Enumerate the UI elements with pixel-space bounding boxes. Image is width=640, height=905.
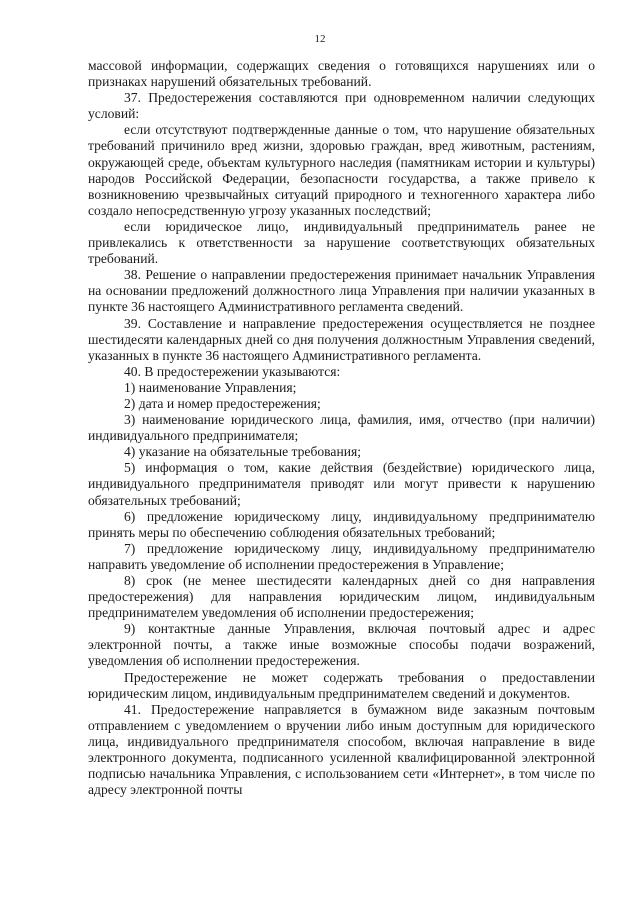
paragraph-40: 40. В предостережении указываются:: [124, 363, 341, 379]
paragraph-40-item-9: 9) контактные данные Управления, включая почтовый адрес и адрес электронной почты, а также иные возможные способы подачи возражений, уведомления об исполнении предостережения.: [88, 621, 595, 669]
page-number: 12: [314, 33, 326, 45]
paragraph-continuation: массовой информации, содержащих сведения о готовящихся нарушениях или о признаках нарушений обязательных требований.: [88, 58, 595, 90]
paragraph-39: 39. Составление и направление предостережения осуществляется не позднее шестидесяти календарных дней со дня получения должностным Управления сведений, указанных в пункте 36 настоящего Административного регламента.: [88, 315, 595, 363]
paragraph-40-item-8: 8) срок (не менее шестидесяти календарных дней со дня направления предостережения) для направления юридическим лицом, индивидуальным предпринимателем уведомления об исполнении предостережения;: [88, 573, 595, 621]
paragraph-37-condition-2: если юридическое лицо, индивидуальный предприниматель ранее не привлекались к ответственности за нарушение соответствующих обязательных требований.: [88, 218, 595, 267]
paragraph-40-item-1: 1) наименование Управления;: [124, 379, 297, 395]
paragraph-40-item-5: 5) информация о том, какие действия (бездействие) юридического лица, индивидуального предпринимателя приводят или могут привести к нарушению обязательных требований;: [88, 460, 595, 508]
paragraph-41: 41. Предостережение направляется в бумажном виде заказным почтовым отправлением с уведомлением о вручении либо иным доступным для юридического лица, индивидуального предпринимателя способом, включая направление в виде электронного документа, подписанного усиленной квалифицированной электронной подписью начальника Управления, с использованием сети «Интернет», в том числе по адресу электронной почты: [88, 701, 595, 798]
paragraph-37: 37. Предостережения составляются при одновременном наличии следующих условий:: [88, 90, 595, 122]
document-body: [88, 58, 595, 798]
paragraph-40-item-7: 7) предложение юридическому лицу, индивидуальному предпринимателю направить уведомление об исполнении предостережения в Управление;: [88, 540, 595, 572]
paragraph-40-item-6: 6) предложение юридическому лицу, индивидуальному предпринимателю принять меры по обеспечению соблюдения обязательных требований;: [88, 508, 595, 540]
paragraph-40-item-4: 4) указание на обязательные требования;: [124, 444, 362, 460]
paragraph-38: 38. Решение о направлении предостережения принимает начальник Управления на основании предложений должностного лица Управления при наличии указанных в пункте 36 настоящего Административного регламента сведений.: [88, 267, 595, 315]
paragraph-40-note: Предостережение не может содержать требования о предоставлении юридическим лицом, индивидуальным предпринимателем сведений и документов.: [88, 669, 595, 701]
paragraph-37-condition-1: если отсутствуют подтвержденные данные о том, что нарушение обязательных требований причинило вред жизни, здоровью граждан, вред животным, растениям, окружающей среде, объектам культурного наследия (памятникам истории и культуры) народов Российской Федерации, безопасности государства, а также привело к возникновению чрезвычайных ситуаций природного и техногенного характера либо создало непосредственную угрозу указанных последствий;: [88, 122, 595, 218]
paragraph-40-item-3: 3) наименование юридического лица, фамилия, имя, отчество (при наличии) индивидуального предпринимателя;: [88, 412, 595, 444]
paragraph-40-item-2: 2) дата и номер предостережения;: [124, 395, 321, 411]
